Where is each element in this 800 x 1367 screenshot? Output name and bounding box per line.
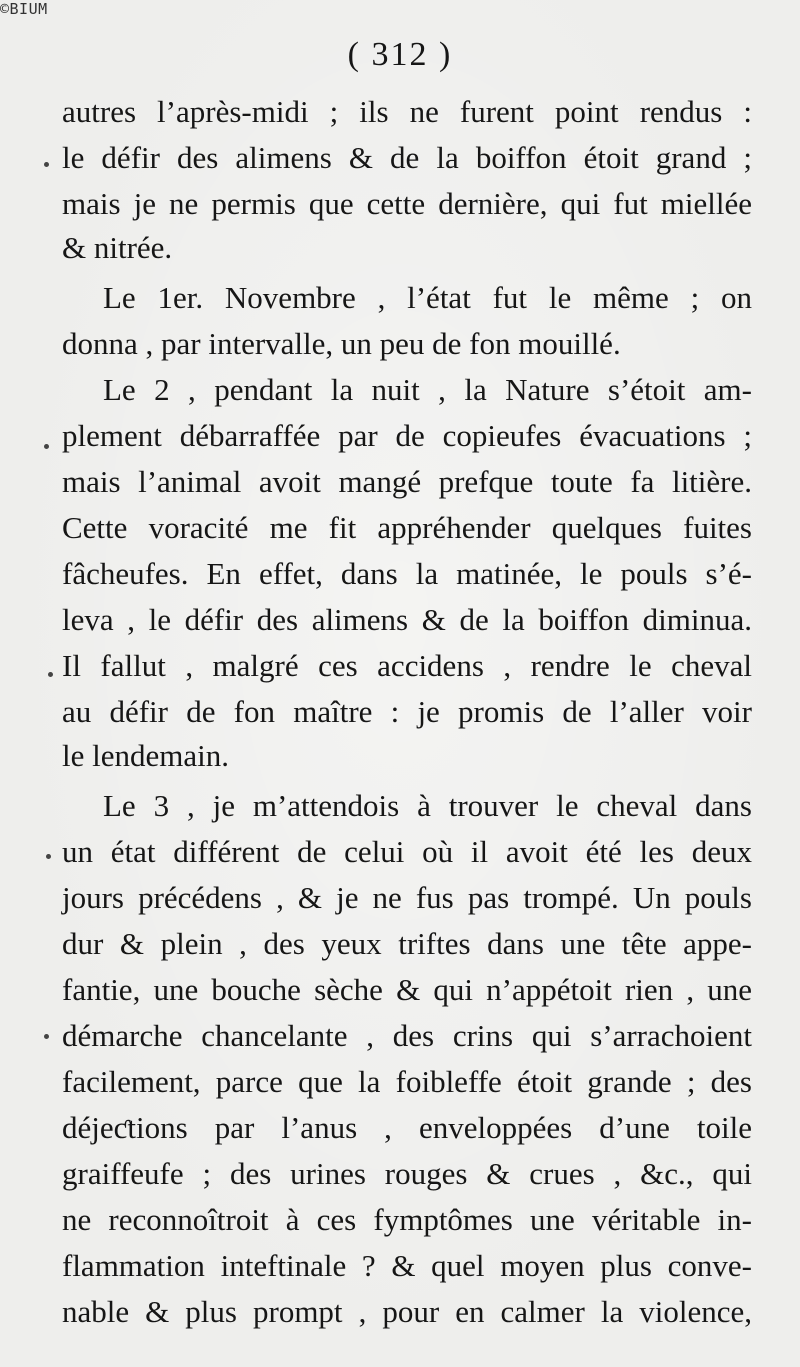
page-number: ( 312 ) bbox=[347, 36, 453, 73]
print-speck bbox=[46, 854, 51, 859]
paragraph-start-line: Le 3 , je m’attendois à trouver le cheval dans bbox=[103, 788, 752, 823]
text-line: au défir de fon maître : je promis de l’aller voir bbox=[62, 694, 752, 729]
text-line: nable & plus prompt , pour en calmer la violence, bbox=[62, 1294, 752, 1329]
text-line: graiffeufe ; des urines rouges & crues , &c., qui bbox=[62, 1156, 752, 1191]
print-speck bbox=[44, 162, 49, 167]
text-line: mais l’animal avoit mangé prefque toute fa litière. bbox=[62, 464, 752, 499]
text-line: flammation inteftinale ? & quel moyen plus conve- bbox=[62, 1248, 752, 1283]
text-line: autres l’après-midi ; ils ne furent point rendus : bbox=[62, 94, 752, 129]
print-speck bbox=[44, 1034, 49, 1039]
text-line: ne reconnoîtroit à ces fymptômes une véritable in- bbox=[62, 1202, 752, 1237]
text-line: & nitrée. bbox=[62, 230, 173, 265]
print-speck bbox=[44, 444, 49, 449]
text-line: fâcheufes. En effet, dans la matinée, le pouls s’é- bbox=[62, 556, 752, 591]
text-line: plement débarraffée par de copieufes évacuations ; bbox=[62, 418, 752, 453]
paragraph-start-line: Le 2 , pendant la nuit , la Nature s’étoit am- bbox=[103, 372, 752, 407]
text-line: le défir des alimens & de la boiffon étoit grand ; bbox=[62, 140, 752, 175]
bium-watermark: ©BIUM bbox=[0, 0, 48, 18]
text-line: jours précédens , & je ne fus pas trompé. Un pouls bbox=[62, 880, 752, 915]
text-line: Cette voracité me fit appréhender quelques fuites bbox=[62, 510, 752, 545]
text-line: donna , par intervalle, un peu de fon mouillé. bbox=[62, 326, 621, 361]
text-line: démarche chancelante , des crins qui s’arrachoient bbox=[62, 1018, 752, 1053]
text-line: fantie, une bouche sèche & qui n’appétoit rien , une bbox=[62, 972, 752, 1007]
text-line: facilement, parce que la foibleffe étoit grande ; des bbox=[62, 1064, 752, 1099]
paragraph-start-line: Le 1er. Novembre , l’état fut le même ; on bbox=[103, 280, 752, 315]
text-line: un état différent de celui où il avoit été les deux bbox=[62, 834, 752, 869]
text-line: dur & plein , des yeux triftes dans une tête appe- bbox=[62, 926, 752, 961]
text-line: mais je ne permis que cette dernière, qui fut miellée bbox=[62, 186, 752, 221]
text-line: leva , le défir des alimens & de la boiffon diminua. bbox=[62, 602, 752, 637]
print-speck bbox=[48, 672, 53, 677]
text-line: Il fallut , malgré ces accidens , rendre le cheval bbox=[62, 648, 752, 683]
text-line: le lendemain. bbox=[62, 738, 229, 773]
text-line: déjeƈtions par l’anus , enveloppées d’une toile bbox=[62, 1110, 752, 1145]
